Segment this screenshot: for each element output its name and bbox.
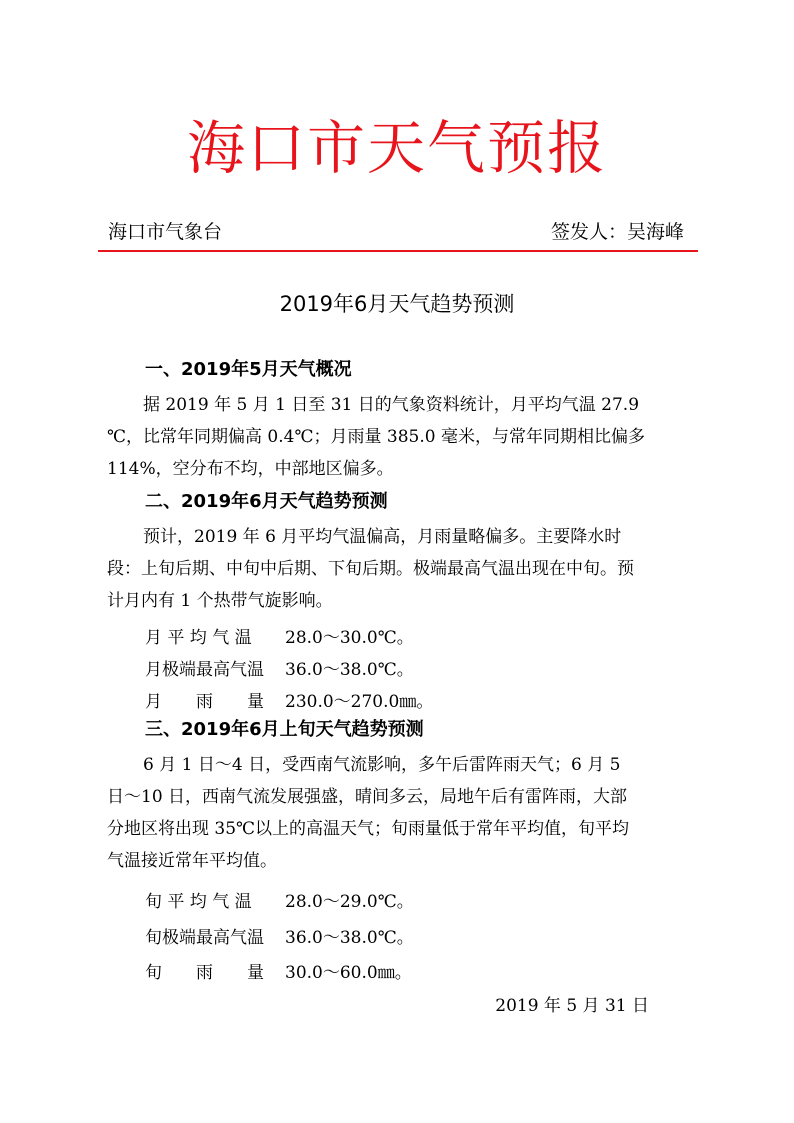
paragraph-line: 分地区将出现 35℃以上的高温天气；旬雨量低于常年平均值，旬平均 [107,819,630,839]
issuer-label: 海口市气象台 [108,221,223,243]
header-divider [98,250,698,252]
stat-label: 旬 平 均 气 温 [145,892,252,912]
document-title: 海口市天气预报 [186,114,607,182]
stat-label: 月 平 均 气 温 [145,628,252,648]
signer-label: 签发人：吴海峰 [550,221,684,243]
paragraph-line: 计月内有 1 个热带气旋影响。 [107,591,333,611]
paragraph-line: 据 2019 年 5 月 1 日至 31 日的气象资料统计，月平均气温 27.9 [143,395,640,415]
paragraph-line: 114%，空分布不均，中部地区偏多。 [107,459,394,479]
issue-date: 2019 年 5 月 31 日 [495,996,649,1016]
section-3-heading: 三、2019年6月上旬天气趋势预测 [145,719,424,740]
stat-label: 旬极端最高气温 [145,928,264,948]
paragraph-line: 预计，2019 年 6 月平均气温偏高，月雨量略偏多。主要降水时 [143,527,622,547]
section-3-body [107,749,692,877]
section-2-heading: 二、2019年6月天气趋势预测 [145,491,388,512]
paragraph-line: ℃，比常年同期偏高 0.4℃；月雨量 385.0 毫米，与常年同期相比偏多 [107,427,645,447]
stat-value: 28.0～29.0℃。 [285,892,414,912]
section-1-heading: 一、2019年5月天气概况 [145,359,352,380]
section-2-body [107,521,692,617]
stat-value: 36.0～38.0℃。 [285,928,414,948]
paragraph-line: 气温接近常年平均值。 [107,851,277,871]
stat-label: 旬 雨 量 [145,963,264,983]
stat-row [145,961,412,985]
stat-row [145,658,414,682]
paragraph-line: 段：上旬后期、中旬中后期、下旬后期。极端最高气温出现在中旬。预 [107,559,634,579]
paragraph-line: 6 月 1 日～4 日，受西南气流影响，多午后雷阵雨天气；6 月 5 [143,755,621,775]
section-1-body [107,389,692,485]
stat-value: 30.0～60.0㎜。 [285,963,412,983]
stat-row [145,626,414,650]
stat-label: 月极端最高气温 [145,660,264,680]
stat-row [145,690,433,714]
paragraph-line: 日～10 日，西南气流发展强盛，晴间多云，局地午后有雷阵雨，大部 [107,787,628,807]
stat-label: 月 雨 量 [145,692,264,712]
stat-value: 36.0～38.0℃。 [285,660,414,680]
stat-row [145,926,414,950]
document-subject: 2019年6月天气趋势预测 [279,292,515,316]
stat-value: 28.0～30.0℃。 [285,628,414,648]
stat-row [145,890,414,914]
stat-value: 230.0～270.0㎜。 [285,692,434,712]
